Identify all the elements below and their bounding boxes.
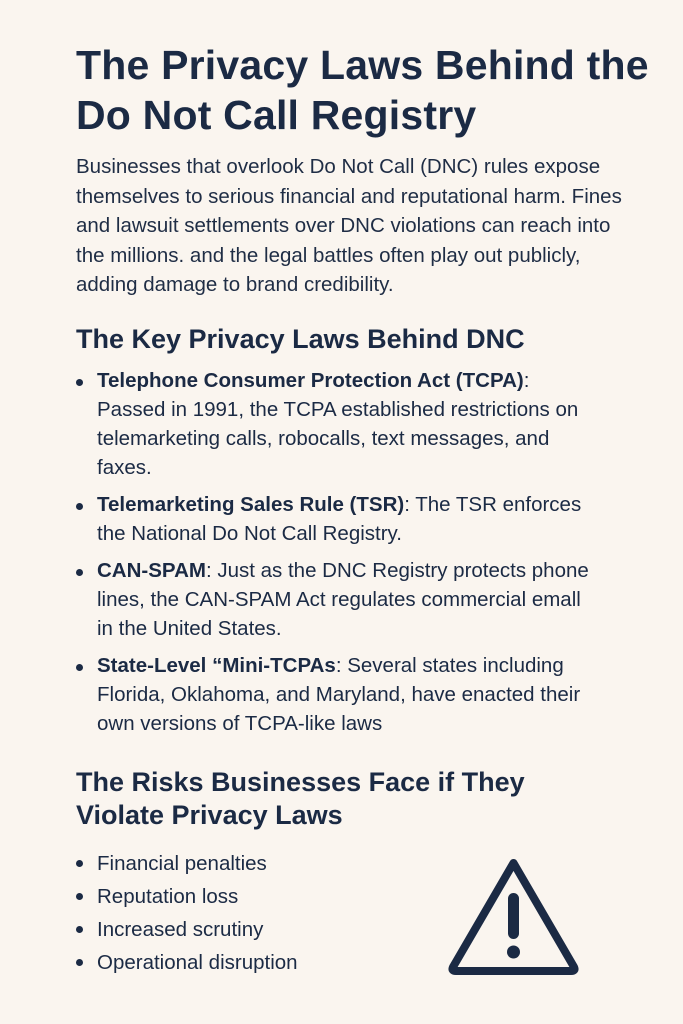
risk-item: Operational disruption <box>76 946 656 979</box>
risk-item: Financial penalties <box>76 847 656 880</box>
law-item-mini-tcpas <box>76 651 602 738</box>
risk-item: Reputation loss <box>76 880 656 913</box>
law-term: Telephone Consumer Protection Act (TCPA) <box>97 368 524 392</box>
law-description: : The TSR enforces the National Do Not Call Registry. <box>97 492 582 545</box>
law-item-tcpa <box>76 366 602 482</box>
law-description: : Just as the DNC Registry protects phone lines, the CAN-SPAM Act regulates commercial emall in the United States. <box>97 558 589 640</box>
warning-triangle-icon <box>446 855 581 977</box>
page-title: The Privacy Laws Behind the Do Not Call Registry <box>76 42 649 138</box>
laws-list <box>76 366 656 738</box>
article <box>76 40 656 979</box>
risks-heading: The Risks Businesses Face if They Violate Privacy Laws <box>76 766 525 830</box>
risk-item: Increased scrutiny <box>76 913 656 946</box>
law-description: : Passed in 1991, the TCPA established restrictions on telemarketing calls, robocalls, text messages, and faxes. <box>97 368 579 479</box>
law-term: Telemarketing Sales Rule (TSR) <box>97 492 405 516</box>
law-item-tsr <box>76 490 602 548</box>
law-item-can-spam <box>76 556 602 643</box>
law-term: State-Level “Mini-TCPAs <box>97 653 336 677</box>
laws-heading: The Key Privacy Laws Behind DNC <box>76 323 525 354</box>
law-description: : Several states including Florida, Oklahoma, and Maryland, have enacted their own versions of TCPA-like laws <box>97 653 581 735</box>
law-term: CAN-SPAM <box>97 558 206 582</box>
intro-paragraph: Businesses that overlook Do Not Call (DNC) rules expose themselves to serious financial and reputational harm. Fines and lawsuit settlements over DNC violations can reach into the millions. and the legal battles often play out publicly, adding damage to brand credibility. <box>76 155 622 296</box>
